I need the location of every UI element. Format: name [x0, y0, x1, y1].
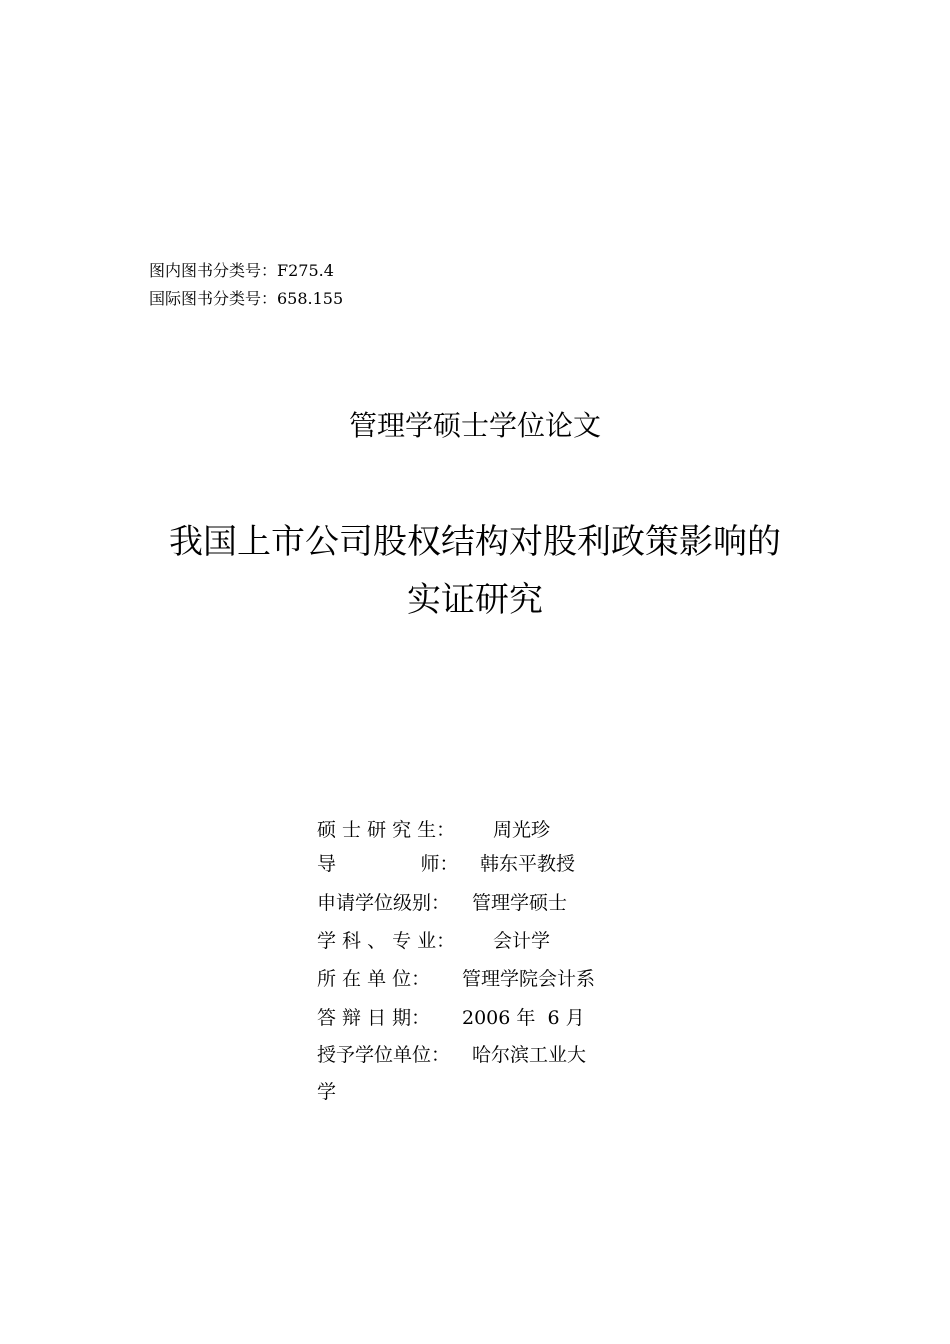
discipline-value: 会计学 — [493, 930, 551, 952]
defense-date-value: 2006 年 6 月 — [462, 1007, 585, 1029]
unit-value: 管理学院会计系 — [462, 968, 596, 990]
student-label: 硕 士 研 究 生： — [317, 819, 456, 841]
discipline-label: 学 科 、 专 业： — [317, 930, 456, 952]
thesis-title-line-2: 实证研究 — [407, 580, 543, 620]
thesis-title-line-1: 我国上市公司股权结构对股利政策影响的 — [169, 522, 781, 562]
student-value: 周光珍 — [493, 819, 551, 841]
degree-level-label: 申请学位级别： — [317, 892, 451, 914]
grantor-value: 哈尔滨工业大 — [472, 1044, 587, 1066]
defense-date-label: 答 辩 日 期： — [317, 1007, 431, 1029]
grantor-label: 授予学位单位： — [317, 1044, 451, 1066]
grantor-value-continuation: 学 — [317, 1081, 337, 1103]
degree-type-heading: 管理学硕士学位论文 — [348, 409, 601, 442]
advisor-value: 韩东平教授 — [480, 853, 576, 875]
advisor-label: 导 师： — [317, 853, 459, 875]
chinese-classification-number: 图内图书分类号：F275.4 — [149, 261, 334, 280]
degree-level-value: 管理学硕士 — [472, 892, 568, 914]
unit-label: 所 在 单 位： — [317, 968, 431, 990]
international-classification-number: 国际图书分类号：658.155 — [149, 289, 344, 308]
